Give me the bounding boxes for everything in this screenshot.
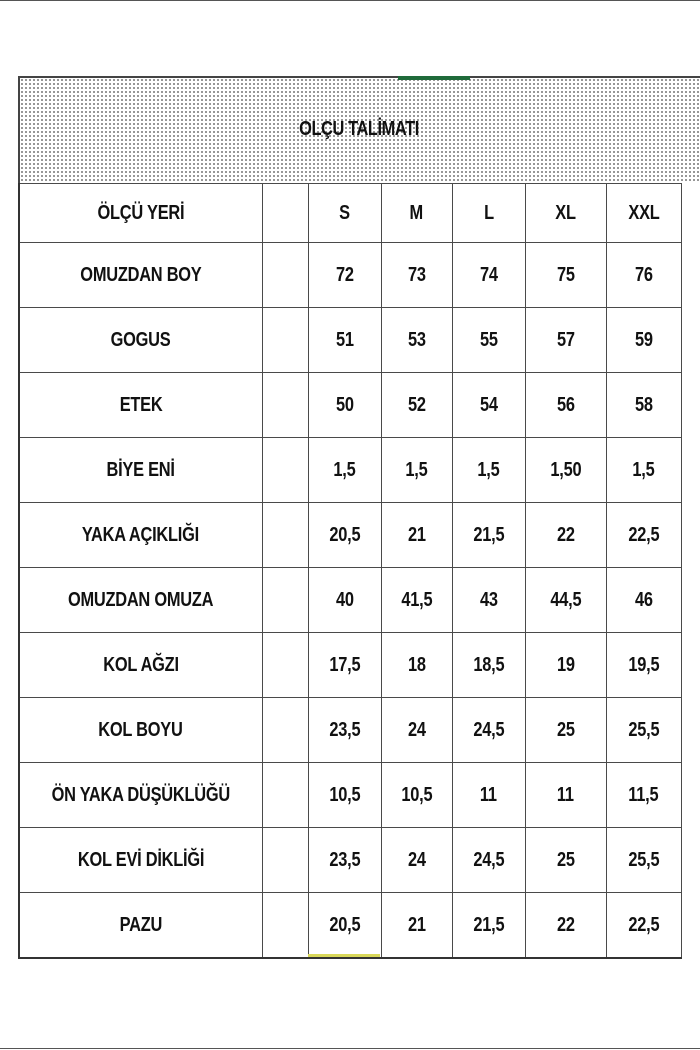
size-value: 41,5 xyxy=(401,588,432,611)
measurement-label-cell xyxy=(19,373,262,438)
size-value-cell xyxy=(606,308,681,373)
size-value: 54 xyxy=(479,393,498,416)
size-value: 59 xyxy=(634,328,653,351)
size-value: 51 xyxy=(335,328,354,351)
blank-cell xyxy=(262,373,308,438)
size-value-cell xyxy=(452,698,525,763)
chart-title xyxy=(79,76,638,183)
size-value-cell xyxy=(525,438,606,503)
size-value-cell xyxy=(606,438,681,503)
size-value: 25 xyxy=(556,848,575,871)
measurement-label: KOL EVİ DİKLİĞİ xyxy=(77,848,204,871)
size-value-cell xyxy=(452,308,525,373)
size-value-cell xyxy=(308,763,381,828)
size-value-cell xyxy=(452,438,525,503)
size-value: 18 xyxy=(407,653,426,676)
measurement-label-cell xyxy=(19,308,262,373)
header-row xyxy=(19,184,681,243)
size-value: 22 xyxy=(556,913,575,936)
size-value: 40 xyxy=(335,588,354,611)
size-value-cell xyxy=(525,893,606,959)
header-label-cell xyxy=(19,184,262,243)
size-value-cell xyxy=(525,828,606,893)
size-value: 22,5 xyxy=(628,523,659,546)
size-value-cell xyxy=(308,698,381,763)
table-row xyxy=(19,763,681,828)
size-value-cell xyxy=(606,373,681,438)
size-value: 1,5 xyxy=(632,458,655,481)
header-size-xl xyxy=(525,184,606,243)
table-row xyxy=(19,503,681,568)
size-value: 57 xyxy=(556,328,575,351)
size-value-cell xyxy=(308,893,381,959)
size-value: 73 xyxy=(407,263,426,286)
size-value-cell xyxy=(381,503,452,568)
size-value-cell xyxy=(308,633,381,698)
size-value: 56 xyxy=(556,393,575,416)
size-value-cell xyxy=(525,373,606,438)
size-value-cell xyxy=(606,568,681,633)
size-value: 11 xyxy=(557,783,574,806)
measurement-label: BİYE ENİ xyxy=(106,458,175,481)
table-row xyxy=(19,308,681,373)
size-value: 21,5 xyxy=(473,913,504,936)
size-value-cell xyxy=(452,568,525,633)
header-size-l xyxy=(452,184,525,243)
measurement-label-cell xyxy=(19,633,262,698)
measurement-label: GOGUS xyxy=(110,328,171,351)
size-value-cell xyxy=(606,633,681,698)
size-value-cell xyxy=(381,243,452,308)
table-row xyxy=(19,828,681,893)
blank-cell xyxy=(262,568,308,633)
size-value: 74 xyxy=(479,263,498,286)
measurement-label: OMUZDAN BOY xyxy=(80,263,202,286)
size-value: 24 xyxy=(407,718,426,741)
size-value: 23,5 xyxy=(329,718,360,741)
measurement-label-cell xyxy=(19,828,262,893)
size-value-cell xyxy=(525,698,606,763)
size-value: 72 xyxy=(335,263,354,286)
size-value: 44,5 xyxy=(550,588,581,611)
size-value-cell xyxy=(308,503,381,568)
blank-cell xyxy=(262,698,308,763)
size-label: XL xyxy=(555,201,576,224)
size-value-cell xyxy=(452,893,525,959)
size-value-cell xyxy=(606,243,681,308)
size-value: 10,5 xyxy=(329,783,360,806)
size-value: 10,5 xyxy=(401,783,432,806)
size-value-cell xyxy=(381,763,452,828)
measurement-label: KOL AĞZI xyxy=(103,653,179,676)
page-bottom-border xyxy=(0,1048,700,1049)
measurement-label-cell xyxy=(19,503,262,568)
size-value-cell xyxy=(308,568,381,633)
size-value: 17,5 xyxy=(329,653,360,676)
size-value-cell xyxy=(452,373,525,438)
table-row xyxy=(19,893,681,959)
size-value-cell xyxy=(381,438,452,503)
size-value-cell xyxy=(606,893,681,959)
measurement-label: YAKA AÇIKLIĞI xyxy=(82,523,200,546)
header-blank-cell xyxy=(262,184,308,243)
blank-cell xyxy=(262,243,308,308)
size-value-cell xyxy=(525,503,606,568)
size-value-cell xyxy=(606,763,681,828)
header-label: ÖLÇÜ YERİ xyxy=(97,201,185,224)
size-value: 55 xyxy=(479,328,498,351)
blank-cell xyxy=(262,763,308,828)
size-value-cell xyxy=(308,373,381,438)
size-value: 18,5 xyxy=(473,653,504,676)
size-value-cell xyxy=(452,503,525,568)
size-label: L xyxy=(483,201,494,224)
size-value-cell xyxy=(381,373,452,438)
blank-cell xyxy=(262,633,308,698)
size-table xyxy=(18,183,682,959)
table-row xyxy=(19,373,681,438)
size-value: 76 xyxy=(634,263,653,286)
size-value: 21 xyxy=(407,523,426,546)
size-table-body xyxy=(19,184,681,959)
size-value: 22,5 xyxy=(628,913,659,936)
blank-cell xyxy=(262,828,308,893)
size-value: 1,5 xyxy=(405,458,428,481)
size-value-cell xyxy=(381,828,452,893)
size-value-cell xyxy=(606,828,681,893)
measurement-label-cell xyxy=(19,568,262,633)
size-value: 23,5 xyxy=(329,848,360,871)
measurement-label: OMUZDAN OMUZA xyxy=(68,588,214,611)
measurement-label-cell xyxy=(19,243,262,308)
size-value-cell xyxy=(525,308,606,373)
size-value: 25 xyxy=(556,718,575,741)
size-value: 43 xyxy=(479,588,498,611)
header-size-xxl xyxy=(606,184,681,243)
size-value-cell xyxy=(381,308,452,373)
bottom-accent-bar xyxy=(308,954,380,957)
table-row xyxy=(19,698,681,763)
chart-title-text: OLÇU TALİMATI xyxy=(299,118,419,140)
size-value: 11,5 xyxy=(628,783,659,806)
blank-cell xyxy=(262,308,308,373)
size-label: XXL xyxy=(627,201,660,224)
size-value-cell xyxy=(308,243,381,308)
measurement-label-cell xyxy=(19,763,262,828)
size-value-cell xyxy=(452,828,525,893)
size-value-cell xyxy=(525,568,606,633)
size-value: 19,5 xyxy=(628,653,659,676)
measurement-label-cell xyxy=(19,698,262,763)
measurement-label-cell xyxy=(19,438,262,503)
size-value-cell xyxy=(308,438,381,503)
size-value: 50 xyxy=(335,393,354,416)
size-value-cell xyxy=(381,633,452,698)
size-value: 1,50 xyxy=(550,458,581,481)
size-value: 75 xyxy=(556,263,575,286)
size-value: 21 xyxy=(407,913,426,936)
size-value: 58 xyxy=(634,393,653,416)
size-value: 24 xyxy=(407,848,426,871)
size-value: 20,5 xyxy=(329,523,360,546)
size-value-cell xyxy=(381,893,452,959)
size-value-cell xyxy=(308,828,381,893)
size-value: 1,5 xyxy=(333,458,356,481)
size-value-cell xyxy=(606,503,681,568)
table-row xyxy=(19,438,681,503)
table-row xyxy=(19,568,681,633)
size-value-cell xyxy=(525,633,606,698)
table-row xyxy=(19,633,681,698)
size-value: 21,5 xyxy=(473,523,504,546)
size-value: 22 xyxy=(556,523,575,546)
size-value: 19 xyxy=(556,653,575,676)
header-size-s xyxy=(308,184,381,243)
size-label: S xyxy=(339,201,350,224)
blank-cell xyxy=(262,893,308,959)
page-top-border xyxy=(0,0,700,1)
size-value-cell xyxy=(381,568,452,633)
size-value: 52 xyxy=(407,393,426,416)
size-value-cell xyxy=(452,763,525,828)
size-value: 46 xyxy=(634,588,653,611)
size-value: 20,5 xyxy=(329,913,360,936)
size-value: 1,5 xyxy=(477,458,500,481)
size-value: 53 xyxy=(407,328,426,351)
size-value-cell xyxy=(308,308,381,373)
size-value-cell xyxy=(525,243,606,308)
size-value: 24,5 xyxy=(473,848,504,871)
size-value-cell xyxy=(452,633,525,698)
size-value: 11 xyxy=(480,783,497,806)
measurement-label: ÖN YAKA DÜŞÜKLÜĞÜ xyxy=(51,783,230,806)
measurement-label-cell xyxy=(19,893,262,959)
size-value: 25,5 xyxy=(628,848,659,871)
size-value: 24,5 xyxy=(473,718,504,741)
size-value-cell xyxy=(606,698,681,763)
table-row xyxy=(19,243,681,308)
blank-cell xyxy=(262,438,308,503)
size-value-cell xyxy=(525,763,606,828)
size-chart xyxy=(18,76,700,958)
measurement-label: ETEK xyxy=(119,393,163,416)
size-value: 25,5 xyxy=(628,718,659,741)
header-size-m xyxy=(381,184,452,243)
measurement-label: PAZU xyxy=(119,913,162,936)
size-label: M xyxy=(409,201,424,224)
size-value-cell xyxy=(381,698,452,763)
measurement-label: KOL BOYU xyxy=(98,718,183,741)
blank-cell xyxy=(262,503,308,568)
size-value-cell xyxy=(452,243,525,308)
